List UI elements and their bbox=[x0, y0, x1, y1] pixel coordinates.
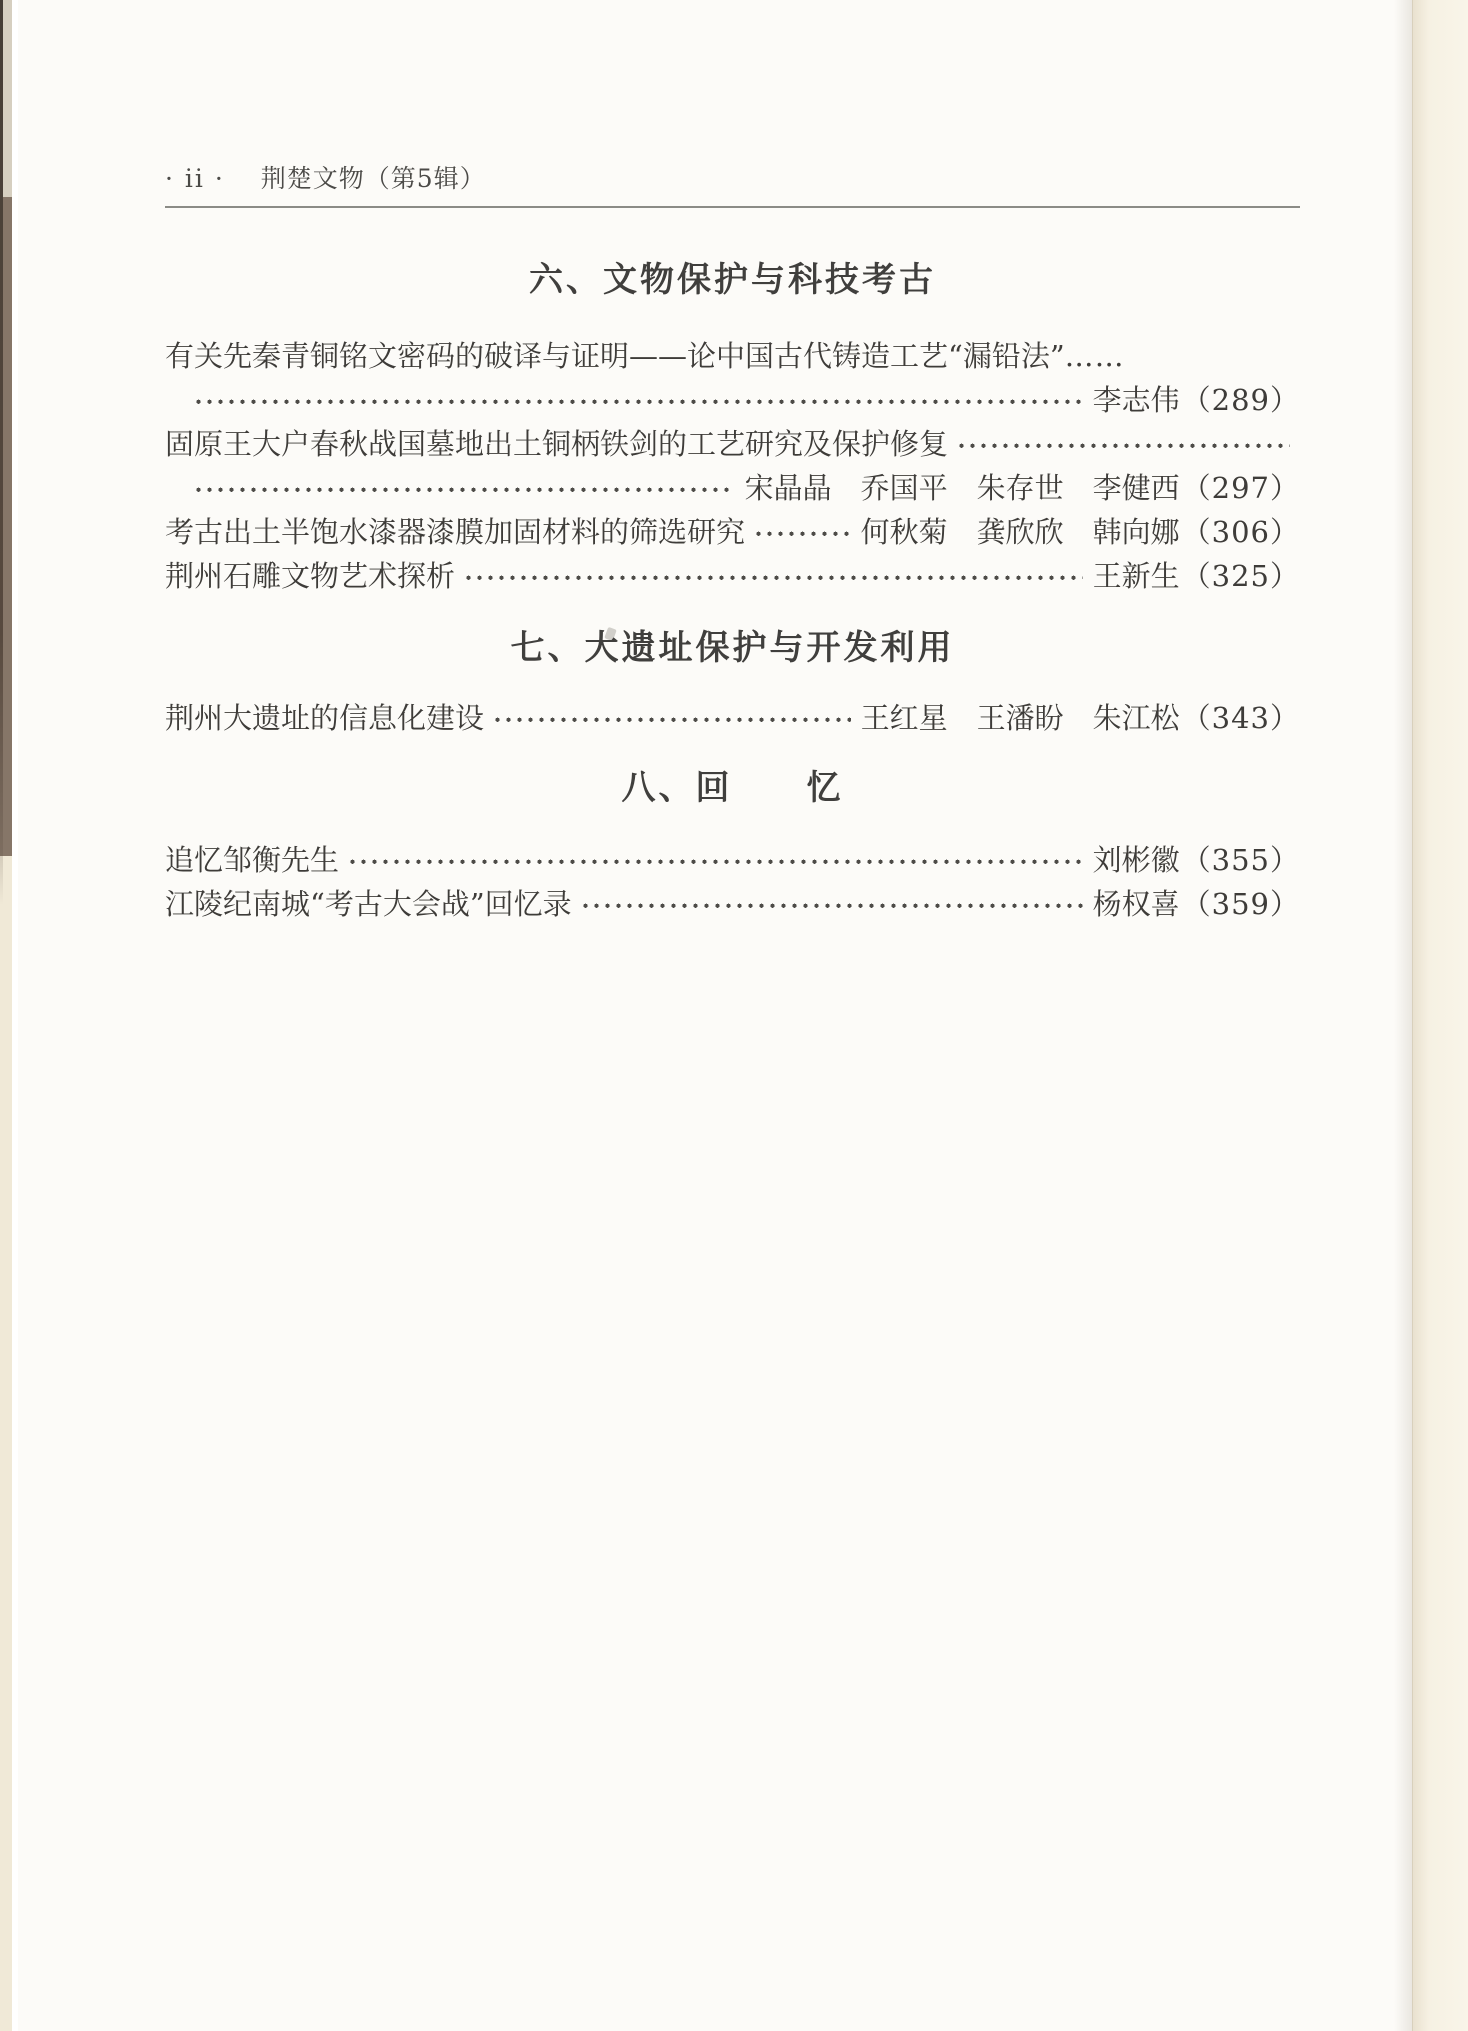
dotted-leader bbox=[347, 838, 1083, 882]
entry-authors: 李志伟 bbox=[1092, 383, 1180, 417]
entry-title: 江陵纪南城“考古大会战”回忆录 bbox=[165, 887, 572, 921]
dotted-leader bbox=[580, 882, 1083, 926]
toc-entry-line bbox=[165, 422, 1300, 466]
toc-section-8 bbox=[165, 838, 1300, 926]
entry-title-tail-dots: …… bbox=[1064, 339, 1125, 373]
dotted-leader bbox=[193, 378, 1083, 422]
entry-page-number: （343） bbox=[1181, 701, 1300, 735]
toc-entry-line bbox=[165, 554, 1300, 598]
page-curl-shadow bbox=[1394, 0, 1412, 2031]
toc-page bbox=[165, 0, 1300, 926]
entry-authors: 杨权喜 bbox=[1092, 887, 1180, 921]
toc-entry-line bbox=[165, 882, 1300, 926]
entry-authors: 宋晶晶 乔国平 朱存世 李健西 bbox=[744, 471, 1180, 505]
entry-authors: 刘彬徽 bbox=[1092, 843, 1180, 877]
entry-authors: 王新生 bbox=[1092, 559, 1180, 593]
toc-section-7 bbox=[165, 696, 1300, 740]
entry-page-number: （297） bbox=[1181, 471, 1300, 505]
toc-entry-line bbox=[165, 378, 1300, 422]
book-title: 荆楚文物（第5辑） bbox=[260, 164, 486, 193]
toc-entry-line bbox=[165, 696, 1300, 740]
entry-page-number: （355） bbox=[1181, 843, 1300, 877]
dotted-leader bbox=[193, 466, 735, 510]
entry-authors: 何秋菊 龚欣欣 韩向娜 bbox=[860, 515, 1180, 549]
entry-title: 固原王大户春秋战国墓地出土铜柄铁剑的工艺研究及保护修复 bbox=[165, 427, 949, 461]
dotted-leader bbox=[753, 510, 851, 554]
entry-page-number: （289） bbox=[1181, 383, 1300, 417]
section-heading-8: 八、回 忆 bbox=[621, 768, 844, 808]
entry-title: 荆州石雕文物艺术探析 bbox=[165, 559, 456, 593]
next-page-edge bbox=[1412, 0, 1468, 2031]
toc-entry-line bbox=[165, 334, 1300, 378]
toc-entry-line bbox=[165, 510, 1300, 554]
toc-section-6 bbox=[165, 334, 1300, 598]
dotted-leader bbox=[492, 696, 851, 740]
book-spine-shadow bbox=[0, 0, 3, 905]
header-rule bbox=[165, 206, 1300, 208]
dotted-leader bbox=[463, 554, 1083, 598]
toc-entry-line bbox=[165, 466, 1300, 510]
entry-page-number: （325） bbox=[1181, 559, 1300, 593]
dotted-leader bbox=[956, 422, 1290, 466]
entry-page-number: （306） bbox=[1181, 515, 1300, 549]
section-heading-7: 七、大遗址保护与开发利用 bbox=[510, 628, 955, 668]
entry-authors: 王红星 王潘盼 朱江松 bbox=[860, 701, 1180, 735]
entry-page-number: （359） bbox=[1181, 887, 1300, 921]
toc-entry-line bbox=[165, 838, 1300, 882]
entry-title: 荆州大遗址的信息化建设 bbox=[165, 701, 485, 735]
section-heading-6: 六、文物保护与科技考古 bbox=[529, 260, 936, 300]
entry-title: 有关先秦青铜铭文密码的破译与证明——论中国古代铸造工艺“漏铅法” bbox=[165, 339, 1065, 373]
entry-title: 考古出土半饱水漆器漆膜加固材料的筛选研究 bbox=[165, 515, 746, 549]
page-edge-highlight bbox=[12, 0, 18, 2031]
running-header bbox=[165, 163, 1300, 195]
page-folio: · ii · bbox=[165, 164, 225, 193]
entry-title: 追忆邹衡先生 bbox=[165, 843, 340, 877]
